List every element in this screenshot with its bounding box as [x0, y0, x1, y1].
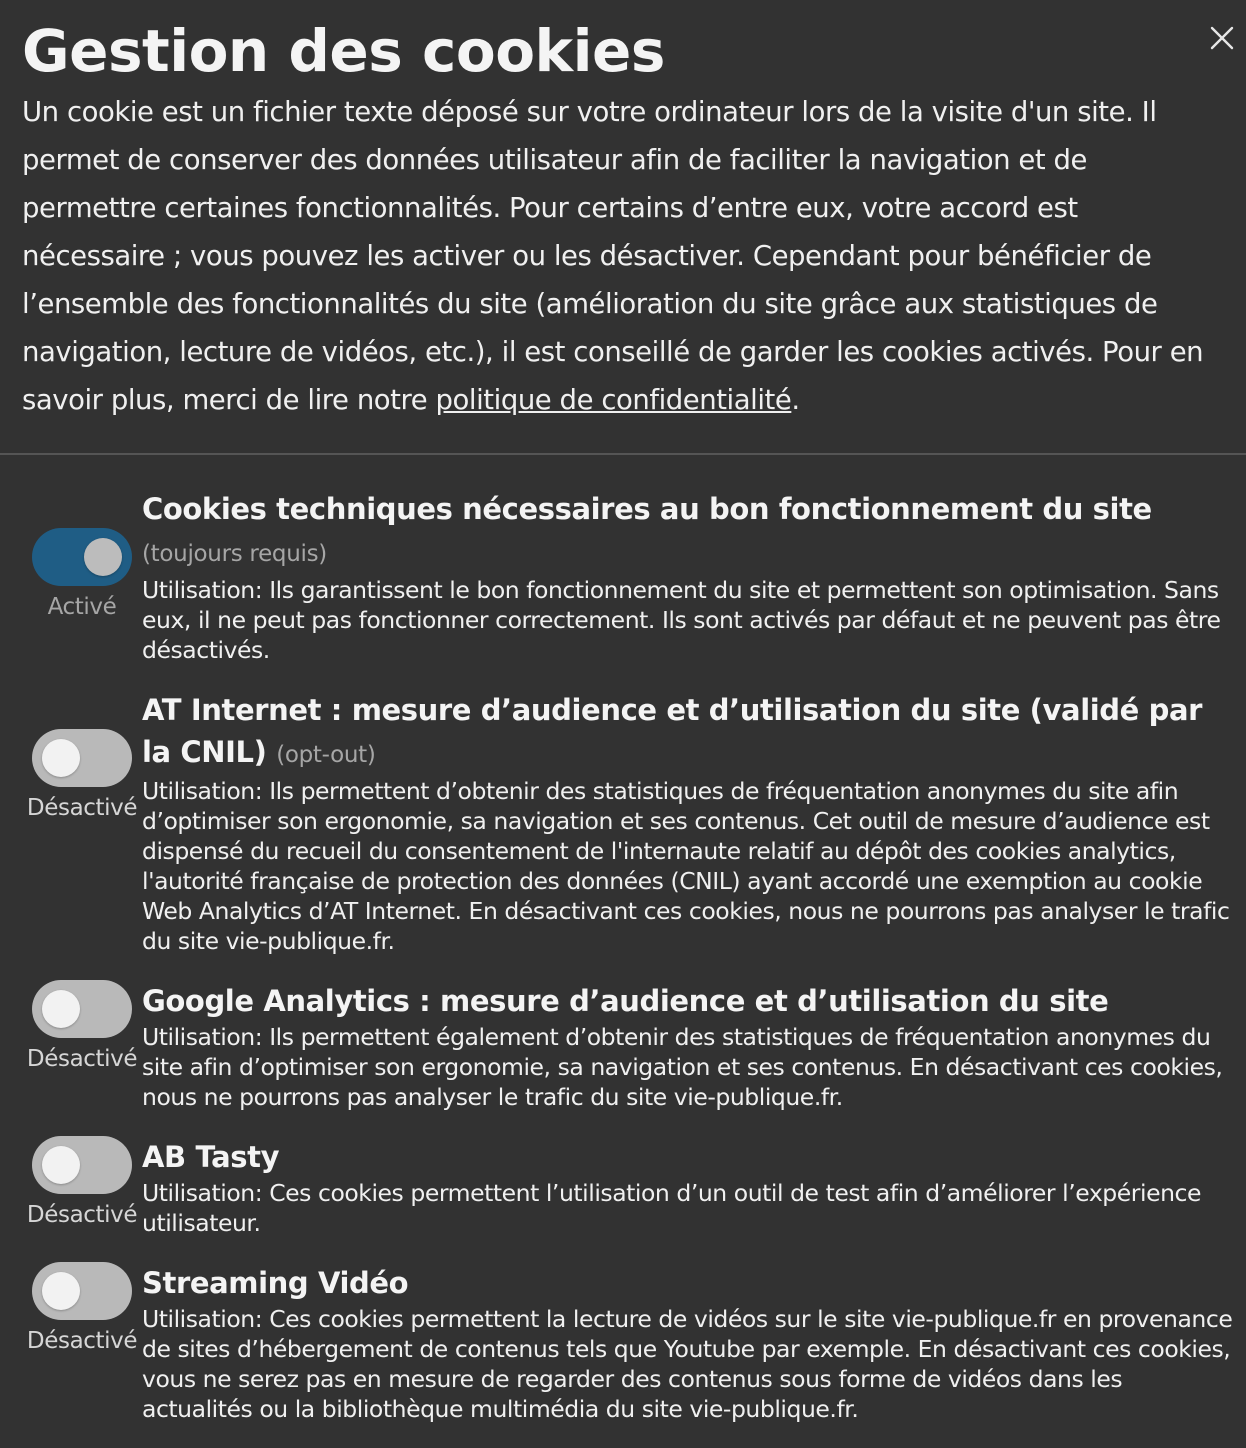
- close-icon: [1208, 24, 1236, 52]
- cookie-item-ab-tasty: [22, 1136, 1234, 1238]
- cookie-title-text: Cookies techniques nécessaires au bon fonctionnement du site: [142, 492, 1152, 526]
- close-button[interactable]: [1208, 24, 1236, 52]
- toggle-wrapper: [22, 488, 142, 665]
- cookie-title: [142, 488, 1234, 575]
- toggle-knob: [42, 1146, 80, 1184]
- toggle-knob: [42, 990, 80, 1028]
- toggle-knob: [42, 739, 80, 777]
- dialog-title: Gestion des cookies: [22, 17, 665, 85]
- toggle-knob: [42, 1272, 80, 1310]
- cookie-title: AB Tasty: [142, 1140, 280, 1174]
- cookie-title: [142, 689, 1234, 776]
- cookie-title-text: AT Internet : mesure d’audience et d’utilisation du site (validé par la CNIL): [142, 693, 1203, 769]
- cookie-content: [142, 980, 1234, 1112]
- divider: [0, 453, 1246, 455]
- toggle-wrapper: [22, 980, 142, 1112]
- cookie-item-technical: [22, 488, 1234, 665]
- cookie-description: Utilisation: Ils garantissent le bon fonctionnement du site et permettent son optimisation. Sans eux, il ne peut pas fonctionner correctement. Ils sont activés par défaut et ne peuvent pas être désactivés.: [142, 576, 1221, 664]
- toggle-state-label: Désactivé: [26, 795, 138, 821]
- intro-body: Un cookie est un fichier texte déposé sur votre ordinateur lors de la visite d'un site. Il permet de conserver des données utilisateur afin de faciliter la navigation et de permettre certaines fonctionnalités. Pour certains d’entre eux, votre accord est nécessaire ; vous pouvez les activer ou les désactiver. Cependant pour bénéficier de l’ensemble des fonctionnalités du site (amélioration du site grâce aux statistiques de navigation, lecture de vidéos, etc.), il est conseillé de garder les cookies activés. Pour en savoir plus, merci de lire notre: [22, 96, 1204, 416]
- cookie-list: [22, 488, 1234, 1448]
- cookie-content: [142, 488, 1234, 665]
- toggle-state-label: Désactivé: [26, 1202, 138, 1228]
- cookie-content: [142, 689, 1234, 956]
- cookie-note: (opt-out): [276, 742, 376, 768]
- toggle-technical-cookies[interactable]: [32, 528, 132, 586]
- cookie-note: (toujours requis): [142, 541, 327, 567]
- toggle-streaming-video[interactable]: [32, 1262, 132, 1320]
- toggle-at-internet[interactable]: [32, 729, 132, 787]
- privacy-policy-link[interactable]: politique de confidentialité: [435, 384, 792, 416]
- cookie-description: Utilisation: Ces cookies permettent la lecture de vidéos sur le site vie-publique.fr en provenance de sites d’hébergement de contenus tels que Youtube par exemple. En désactivant ces cookies, vous ne serez pas en mesure de regarder des contenus sous forme de vidéos dans les actualités ou la bibliothèque multimédia du site vie-publique.fr.: [142, 1305, 1233, 1423]
- toggle-state-label: Désactivé: [26, 1328, 138, 1354]
- toggle-state-label: Désactivé: [26, 1046, 138, 1072]
- toggle-ab-tasty[interactable]: [32, 1136, 132, 1194]
- toggle-wrapper: [22, 1262, 142, 1424]
- cookie-content: [142, 1262, 1234, 1424]
- cookie-description: Utilisation: Ces cookies permettent l’utilisation d’un outil de test afin d’améliorer l’expérience utilisateur.: [142, 1179, 1202, 1237]
- cookie-item-at-internet: [22, 689, 1234, 956]
- cookie-item-streaming-video: [22, 1262, 1234, 1424]
- cookie-description: Utilisation: Ils permettent d’obtenir des statistiques de fréquentation anonymes du site afin d’optimiser son ergonomie, sa navigation et ses contenus. Cet outil de mesure d’audience est dispensé du recueil du consentement de l'internaute relatif au dépôt des cookies analytics, l'autorité française de protection des données (CNIL) ayant accordé une exemption au cookie Web Analytics d’AT Internet. En désactivant ces cookies, nous ne pourrons pas analyser le trafic du site vie-publique.fr.: [142, 777, 1230, 955]
- toggle-google-analytics[interactable]: [32, 980, 132, 1038]
- toggle-state-label: Activé: [47, 594, 117, 620]
- intro-end: .: [791, 384, 800, 416]
- toggle-wrapper: [22, 1136, 142, 1238]
- cookie-title: Streaming Vidéo: [142, 1266, 409, 1300]
- cookie-item-google-analytics: [22, 980, 1234, 1112]
- cookie-title: Google Analytics : mesure d’audience et d’utilisation du site: [142, 984, 1109, 1018]
- cookie-description: Utilisation: Ils permettent également d’obtenir des statistiques de fréquentation anonymes du site afin d’optimiser son ergonomie, sa navigation et ses contenus. En désactivant ces cookies, nous ne pourrons pas analyser le trafic du site vie-publique.fr.: [142, 1023, 1223, 1111]
- toggle-knob: [84, 538, 122, 576]
- intro-text: [22, 88, 1224, 424]
- cookie-content: [142, 1136, 1234, 1238]
- toggle-wrapper: [22, 689, 142, 956]
- cookie-dialog-header: [0, 0, 1246, 440]
